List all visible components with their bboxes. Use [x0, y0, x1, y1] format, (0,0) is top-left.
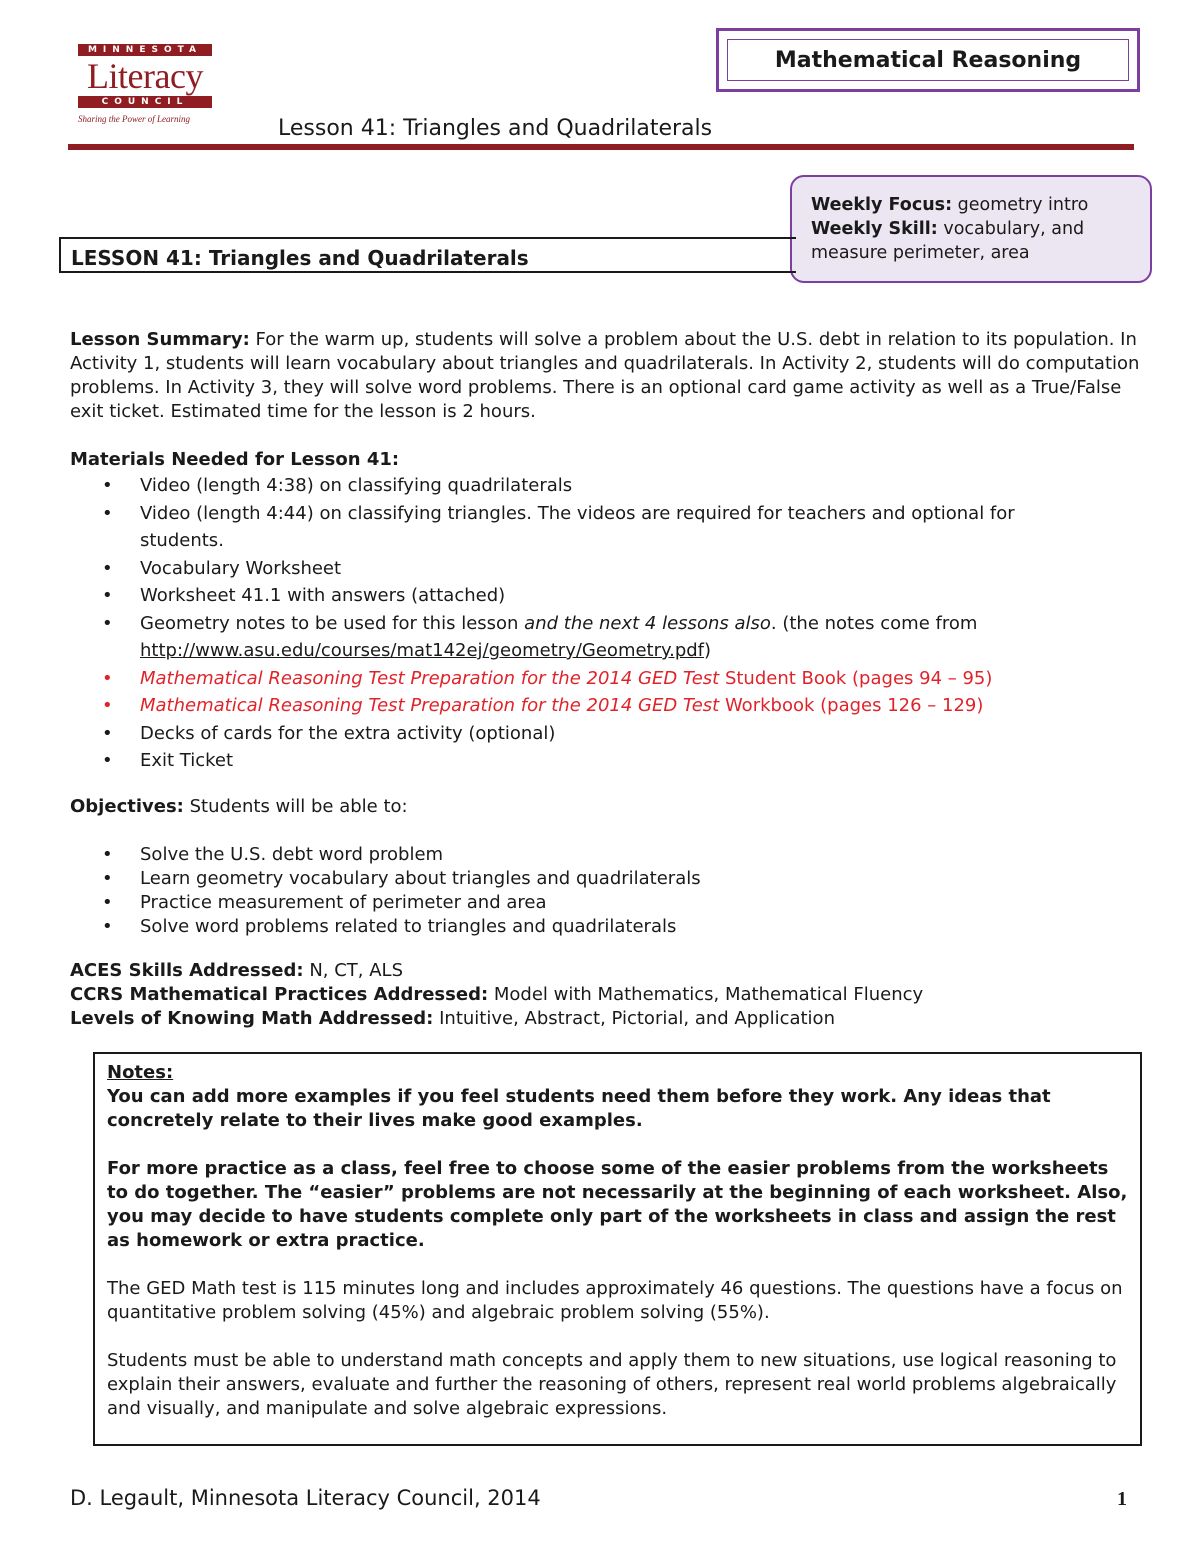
list-item: • Video (length 4:44) on classifying triangles. The videos are required for teachers and optional for students. — [70, 500, 1070, 555]
book-title: Mathematical Reasoning Test Preparation for the 2014 GED Test — [140, 695, 720, 716]
notes-box — [93, 1052, 1142, 1446]
book-title: Mathematical Reasoning Test Preparation for the 2014 GED Test — [140, 667, 720, 689]
list-item: • Vocabulary Worksheet — [70, 555, 1070, 583]
weekly-focus-value: geometry intro — [952, 195, 1089, 215]
book-pages: Workbook (pages 126 – 129) — [719, 695, 984, 716]
subject-title: Mathematical Reasoning — [727, 39, 1129, 81]
weekly-skill-value-continued: measure perimeter, area — [811, 243, 1030, 263]
objectives-label: Objectives: — [70, 796, 184, 817]
header-divider — [68, 144, 1134, 150]
levels-label: Levels of Knowing Math Addressed: — [70, 1008, 434, 1029]
list-item — [70, 665, 1070, 693]
weekly-focus-box — [790, 175, 1152, 283]
notes-heading: Notes: — [107, 1062, 174, 1083]
item-text: Geometry notes to be used for this lesson — [140, 612, 525, 634]
header-subtitle: Lesson 41: Triangles and Quadrilaterals — [278, 116, 713, 141]
list-item — [70, 692, 1070, 720]
list-item: • Solve word problems related to triangles and quadrilaterals — [70, 915, 1070, 939]
objectives-list — [70, 843, 1070, 939]
list-item: • Solve the U.S. debt word problem — [70, 843, 1070, 867]
item-text-italic: and the next 4 lessons also — [524, 612, 771, 634]
aces-value: N, CT, ALS — [303, 960, 404, 981]
list-item: • Exit Ticket — [70, 747, 1070, 775]
item-text: . (the notes come from — [770, 612, 978, 634]
list-item — [70, 610, 1070, 665]
levels-value: Intuitive, Abstract, Pictorial, and Application — [433, 1008, 835, 1029]
materials-heading — [70, 448, 1140, 472]
ccrs-value: Model with Mathematics, Mathematical Fluency — [488, 984, 924, 1005]
summary-text: For the warm up, students will solve a problem about the U.S. debt in relation to its population. In Activity 1, students will learn vocabulary about triangles and quadrilaterals. In Activity 2, students will do computation problems. In Activity 3, they will solve word problems. There is an optional card game activity as well as a True/False exit ticket. Estimated time for the lesson is 2 hours. — [70, 329, 1140, 422]
book-pages: Student Book (pages 94 – 95) — [719, 667, 993, 689]
weekly-focus-label: Weekly Focus: — [811, 195, 953, 215]
page-number: 1 — [1117, 1488, 1127, 1510]
logo-top-band: MINNESOTA — [78, 44, 212, 56]
geometry-notes-link[interactable]: http://www.asu.edu/courses/mat142ej/geometry/Geometry.pdf — [140, 640, 705, 661]
aces-label: ACES Skills Addressed: — [70, 960, 304, 981]
notes-paragraph: The GED Math test is 115 minutes long and includes approximately 46 questions. The questions have a focus on quantitative problem solving (45%) and algebraic problem solving (55%). — [107, 1278, 1123, 1323]
weekly-skill-label: Weekly Skill: — [811, 219, 938, 239]
objectives-heading — [70, 795, 1140, 819]
list-item: • Video (length 4:38) on classifying quadrilaterals — [70, 472, 1070, 500]
skills-addressed — [70, 959, 1140, 1031]
materials-label: Materials Needed for Lesson 41: — [70, 449, 400, 470]
lesson-title: LESSON 41: Triangles and Quadrilaterals — [59, 237, 796, 273]
notes-paragraph: For more practice as a class, feel free to choose some of the easier problems from the worksheets to do together. The “easier” problems are not necessarily at the beginning of each worksheet. Also, you may decide to have students complete only part of the worksheets in class and assign the rest as homework or extra practice. — [107, 1158, 1128, 1251]
literacy-council-logo — [78, 44, 212, 136]
notes-paragraph: Students must be able to understand math concepts and apply them to new situations, use logical reasoning to explain their answers, evaluate and further the reasoning of others, represent real world problems algebraically and visually, and manipulate and solve algebraic expressions. — [107, 1350, 1117, 1419]
subject-header-box — [716, 28, 1140, 92]
logo-tagline: Sharing the Power of Learning — [78, 114, 190, 124]
ccrs-label: CCRS Mathematical Practices Addressed: — [70, 984, 489, 1005]
list-item: • Practice measurement of perimeter and area — [70, 891, 1070, 915]
objectives-intro: Students will be able to: — [183, 796, 408, 817]
logo-name: Literacy — [87, 56, 203, 96]
lesson-summary — [70, 328, 1140, 424]
item-text: ) — [704, 640, 712, 661]
list-item: • Worksheet 41.1 with answers (attached) — [70, 582, 1070, 610]
materials-list — [70, 472, 1070, 775]
summary-label: Lesson Summary: — [70, 329, 250, 350]
list-item: • Decks of cards for the extra activity (optional) — [70, 720, 1070, 748]
notes-paragraph: You can add more examples if you feel students need them before they work. Any ideas that concretely relate to their lives make good examples. — [107, 1086, 1051, 1131]
logo-bottom-band: COUNCIL — [78, 96, 212, 108]
list-item: • Learn geometry vocabulary about triangles and quadrilaterals — [70, 867, 1070, 891]
footer-credit: D. Legault, Minnesota Literacy Council, 2014 — [70, 1486, 541, 1510]
weekly-skill-value: vocabulary, and — [937, 219, 1085, 239]
